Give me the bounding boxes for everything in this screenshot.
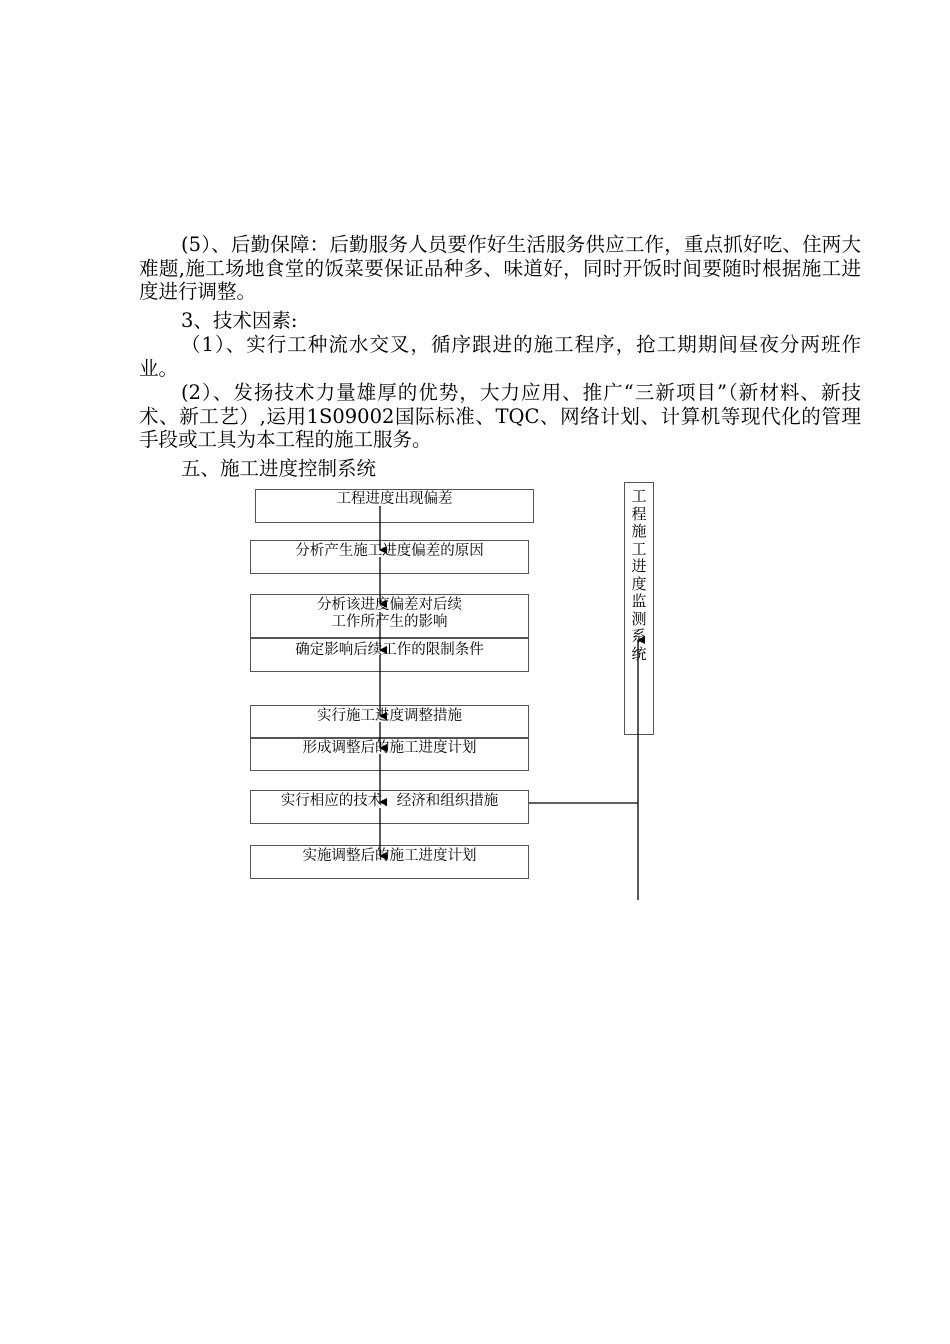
flow-step-7 bbox=[250, 790, 529, 824]
monitor-system-box bbox=[624, 482, 654, 735]
monitor-char: 程 bbox=[631, 504, 647, 523]
flow-step-3 bbox=[250, 594, 529, 638]
flow-step-6 bbox=[250, 737, 529, 771]
flow-step-3-label-1: 分析该进度偏差对后续 bbox=[317, 597, 462, 613]
paragraph-tech-1: （1）、实行工种流水交叉，循序跟进的施工程序，抢工期期间昼夜分两班作业。 bbox=[139, 333, 861, 380]
flow-step-2 bbox=[250, 540, 529, 574]
monitor-char: 度 bbox=[631, 574, 647, 593]
heading-tech-factors: 3、技术因素: bbox=[181, 309, 298, 332]
flow-step-4-label: 确定影响后续工作的限制条件 bbox=[295, 642, 484, 658]
flow-step-5 bbox=[250, 705, 529, 739]
paragraph-logistics: (5）、后勤保障：后勤服务人员要作好生活服务供应工作，重点抓好吃、住两大难题,施工场地食堂的饭菜要保证品种多、味道好，同时开饭时间要随时根据施工进度进行调整。 bbox=[139, 233, 861, 303]
monitor-char: 施 bbox=[631, 522, 647, 540]
flow-step-8 bbox=[250, 845, 529, 879]
section-title: 五、施工进度控制系统 bbox=[181, 457, 377, 480]
flow-step-3-label-2: 工作所产生的影响 bbox=[331, 614, 448, 630]
flow-step-1 bbox=[255, 489, 534, 523]
flow-step-8-label: 实施调整后的施工进度计划 bbox=[302, 848, 477, 864]
monitor-char: 测 bbox=[631, 609, 647, 628]
monitor-char: 统 bbox=[631, 644, 647, 663]
flow-step-6-label: 形成调整后的施工进度计划 bbox=[302, 740, 477, 756]
monitor-char: 工 bbox=[631, 539, 647, 558]
monitor-char: 工 bbox=[631, 487, 647, 505]
paragraph-tech-2: (2）、发扬技术力量雄厚的优势，大力应用、推广“三新项目”（新材料、新技术、新工艺）,运用1S09002国际标准、TQC、网络计划、计算机等现代化的管理手段或工具为本工程的施工服务。 bbox=[139, 381, 861, 451]
flow-step-4 bbox=[250, 638, 529, 672]
monitor-char: 监 bbox=[631, 592, 647, 610]
flow-step-2-label: 分析产生施工进度偏差的原因 bbox=[295, 543, 484, 559]
flow-step-1-label: 工程进度出现偏差 bbox=[336, 491, 453, 507]
flow-step-7-label: 实行相应的技术、经济和组织措施 bbox=[280, 793, 499, 809]
monitor-char: 进 bbox=[631, 557, 647, 575]
monitor-char: 系 bbox=[631, 627, 647, 645]
flow-step-5-label: 实行施工进度调整措施 bbox=[317, 708, 462, 724]
